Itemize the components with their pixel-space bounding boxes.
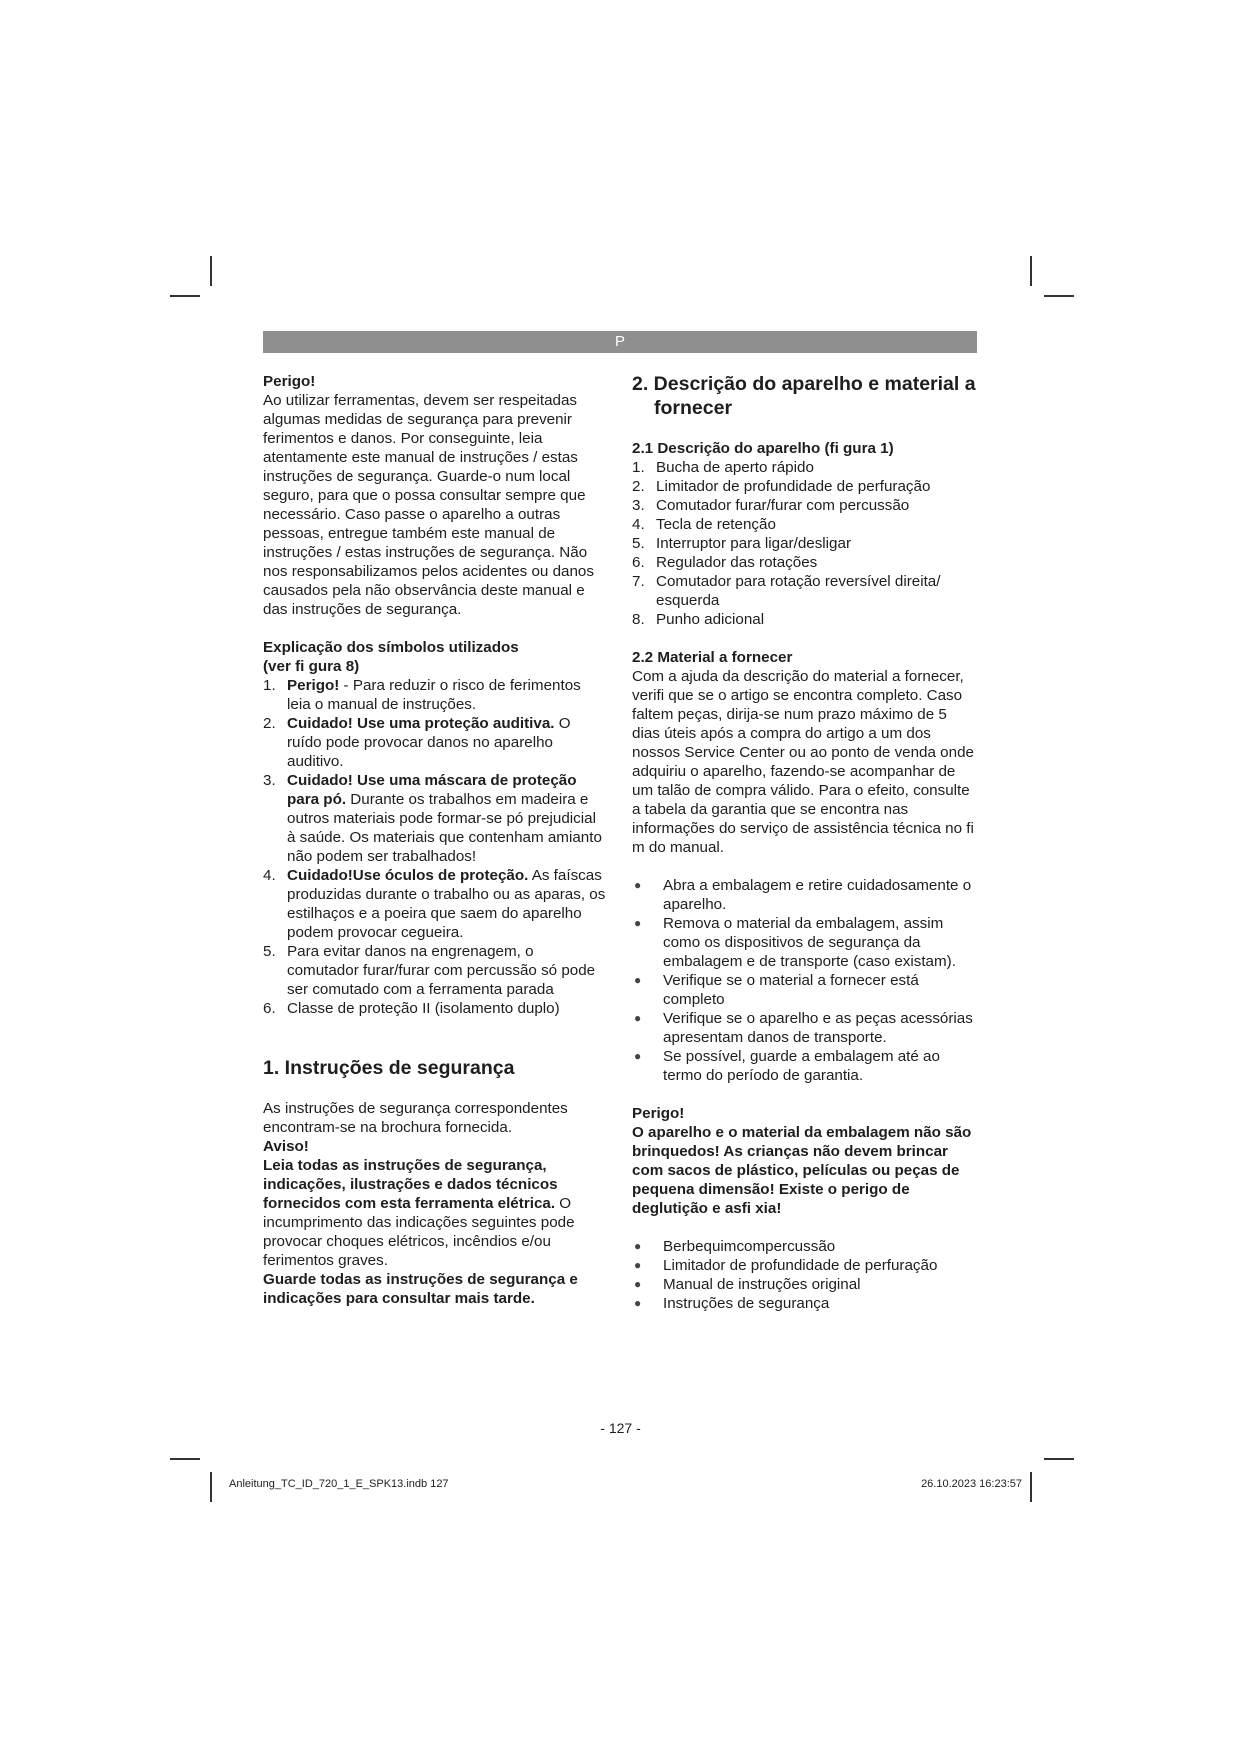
- crop-mark: [210, 256, 212, 286]
- bullet-icon: ●: [634, 1258, 642, 1272]
- list-item: ● Berbequimcompercussão: [634, 1238, 836, 1255]
- list-item: 8. Punho adicional: [632, 611, 765, 628]
- list-item: 1. Bucha de aperto rápido: [632, 459, 814, 476]
- list-item: 4. Tecla de retenção: [632, 516, 776, 533]
- crop-mark: [1030, 256, 1032, 286]
- list-item: ● Abra a embalagem e retire cuidadosamente o aparelho.: [634, 877, 972, 913]
- symbols-heading-figure: (ver fi gura 8): [263, 658, 360, 675]
- list-item: ● Instruções de segurança: [634, 1295, 830, 1312]
- list-item: 6. Regulador das rotações: [632, 554, 818, 571]
- section-heading: 2. Descrição do aparelho e material a fornecer: [632, 373, 976, 419]
- safety-intro: As instruções de segurança correspondentes encontram-se na brochura fornecida.: [263, 1100, 568, 1136]
- crop-mark: [170, 1458, 200, 1460]
- device-parts-list: [632, 458, 977, 629]
- list-item: ● Verifique se o aparelho e as peças acessórias apresentam danos de transporte.: [634, 1010, 973, 1046]
- danger-title: Perigo!: [263, 373, 316, 390]
- danger-title-right: Perigo!: [632, 1105, 685, 1122]
- language-marker-bar: P: [263, 331, 977, 353]
- list-item: 2. Cuidado! Use uma proteção auditiva. O ruído pode provocar danos no aparelho auditivo.: [263, 715, 571, 770]
- symbols-list: [263, 676, 608, 1018]
- list-item: 5. Interruptor para ligar/desligar: [632, 535, 852, 552]
- footer-timestamp: 26.10.2023 16:23:57: [921, 1478, 1022, 1490]
- list-item: 4. Cuidado!Use óculos de proteção. As faíscas produzidas durante o trabalho ou as aparas, os estilhaços e a poeira que saem do aparelho podem provocar cegueira.: [263, 867, 606, 941]
- list-item: ● Se possível, guarde a embalagem até ao termo do período de garantia.: [634, 1048, 940, 1084]
- warning-text: Leia todas as instruções de segurança, indicações, ilustrações e dados técnicos fornecidos com esta ferramenta elétrica. O incumprimento das indicações seguintes pode provocar choques elétricos, incêndios e/ou ferimentos graves.: [263, 1157, 575, 1269]
- right-column: [632, 372, 977, 1313]
- crop-mark: [170, 295, 200, 297]
- bullet-icon: ●: [634, 1011, 642, 1025]
- device-heading: 2.1 Descrição do aparelho (fi gura 1): [632, 440, 894, 457]
- contents-list: [632, 1237, 977, 1313]
- left-column: [263, 372, 608, 1308]
- list-item: 7. Comutador para rotação reversível direita/ esquerda: [632, 573, 941, 609]
- page-number: - 127 -: [600, 1420, 641, 1436]
- bullet-icon: ●: [634, 1239, 642, 1253]
- list-item: ● Manual de instruções original: [634, 1276, 861, 1293]
- list-item: ● Verifique se o material a fornecer está completo: [634, 972, 919, 1008]
- bullet-icon: ●: [634, 1296, 642, 1310]
- crop-mark: [1030, 1472, 1032, 1502]
- keep-instructions: Guarde todas as instruções de segurança e indicações para consultar mais tarde.: [263, 1271, 578, 1307]
- crop-mark: [1044, 1458, 1074, 1460]
- danger-text-right: O aparelho e o material da embalagem não são brinquedos! As crianças não devem brincar com sacos de plástico, películas ou peças de pequena dimensão! Existe o perigo de deglutição e asfi xia!: [632, 1124, 972, 1217]
- list-item: 5. Para evitar danos na engrenagem, o comutador furar/furar com percussão só pode ser comutado com a ferramenta parada: [263, 943, 596, 998]
- list-item: ● Limitador de profundidade de perfuração: [634, 1257, 938, 1274]
- unpack-steps-list: [632, 876, 977, 1085]
- footer-file-name: Anleitung_TC_ID_720_1_E_SPK13.indb 127: [229, 1478, 449, 1490]
- warning-title: Aviso!: [263, 1138, 309, 1155]
- supply-heading: 2.2 Material a fornecer: [632, 649, 793, 666]
- bullet-icon: ●: [634, 1049, 642, 1063]
- danger-text: Ao utilizar ferramentas, devem ser respeitadas algumas medidas de segurança para prevenir ferimentos e danos. Por conseguinte, leia atentamente este manual de instruções / estas instruções de segurança. Guarde-o num local seguro, para que o possa consultar sempre que necessário. Caso passe o aparelho a outras pessoas, entregue também este manual de instruções / estas instruções de segurança. Não nos responsabilizamos pelos acidentes ou danos causados pela não observância deste manual e das instruções de segurança.: [263, 392, 594, 618]
- list-item: 2. Limitador de profundidade de perfuração: [632, 478, 931, 495]
- crop-mark: [1044, 295, 1074, 297]
- bullet-icon: ●: [634, 916, 642, 930]
- bullet-icon: ●: [634, 973, 642, 987]
- list-item: 6. Classe de proteção II (isolamento duplo): [263, 1000, 560, 1017]
- supply-text: Com a ajuda da descrição do material a fornecer, verifi que se o artigo se encontra completo. Caso faltem peças, dirija-se num prazo máximo de 5 dias úteis após a compra do artigo a um dos nossos Service Center ou ao ponto de venda onde adquiriu o aparelho, fazendo-se acompanhar de um talão de compra válido. Para o efeito, consulte a tabela da garantia que se encontra nas informações do serviço de assistência técnica no fi m do manual.: [632, 668, 974, 856]
- symbols-heading: Explicação dos símbolos utilizados: [263, 639, 519, 656]
- bullet-icon: ●: [634, 878, 642, 892]
- list-item: 3. Cuidado! Use uma máscara de proteção para pó. Durante os trabalhos em madeira e outros materiais pode formar-se pó prejudicial à saúde. Os materiais que contenham amianto não podem ser trabalhados!: [263, 772, 602, 865]
- list-item: 1. Perigo! - Para reduzir o risco de ferimentos leia o manual de instruções.: [263, 677, 581, 713]
- crop-mark: [210, 1472, 212, 1502]
- bullet-icon: ●: [634, 1277, 642, 1291]
- list-item: ● Remova o material da embalagem, assim como os dispositivos de segurança da embalagem e de transporte (caso existam).: [634, 915, 956, 970]
- safety-heading: 1. Instruções de segurança: [263, 1057, 515, 1079]
- list-item: 3. Comutador furar/furar com percussão: [632, 497, 910, 514]
